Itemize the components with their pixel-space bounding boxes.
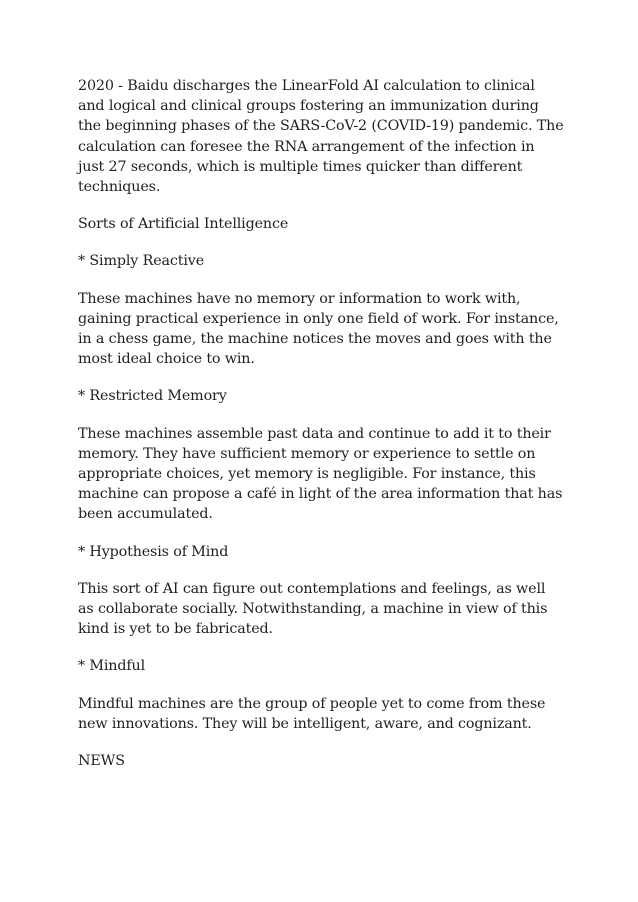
list-item-restricted-memory: * Restricted Memory [78, 388, 227, 405]
document-body [78, 76, 564, 788]
paragraph-simply-reactive: These machines have no memory or information to work with, gaining practical experience in only one field of work. For instance, in a chess game, the machine notices the moves and goes with the most ideal choice to win. [78, 290, 559, 368]
heading-sorts-of-ai: Sorts of Artificial Intelligence [78, 216, 289, 233]
list-item-hypothesis-of-mind: * Hypothesis of Mind [78, 543, 229, 560]
paragraph-hypothesis-of-mind: This sort of AI can figure out contemplations and feelings, as well as collaborate socially. Notwithstanding, a machine in view of this kind is yet to be fabricated. [78, 580, 548, 638]
paragraph-baidu-linearfold: 2020 - Baidu discharges the LinearFold AI calculation to clinical and logical and clinical groups fostering an immunization during the beginning phases of the SARS-CoV-2 (COVID-19) pandemic. The calculation can foresee the RNA arrangement of the infection in just 27 seconds, which is multiple times quicker than different techniques. [78, 78, 564, 196]
list-item-mindful: * Mindful [78, 658, 145, 675]
list-item-simply-reactive: * Simply Reactive [78, 253, 205, 270]
paragraph-mindful: Mindful machines are the group of people yet to come from these new innovations. They will be intelligent, aware, and cognizant. [78, 695, 546, 732]
paragraph-restricted-memory: These machines assemble past data and continue to add it to their memory. They have sufficient memory or experience to settle on appropriate choices, yet memory is negligible. For instance, this machine can propose a café in light of the area information that has been accumulated. [78, 425, 563, 523]
heading-news: NEWS [78, 753, 125, 770]
